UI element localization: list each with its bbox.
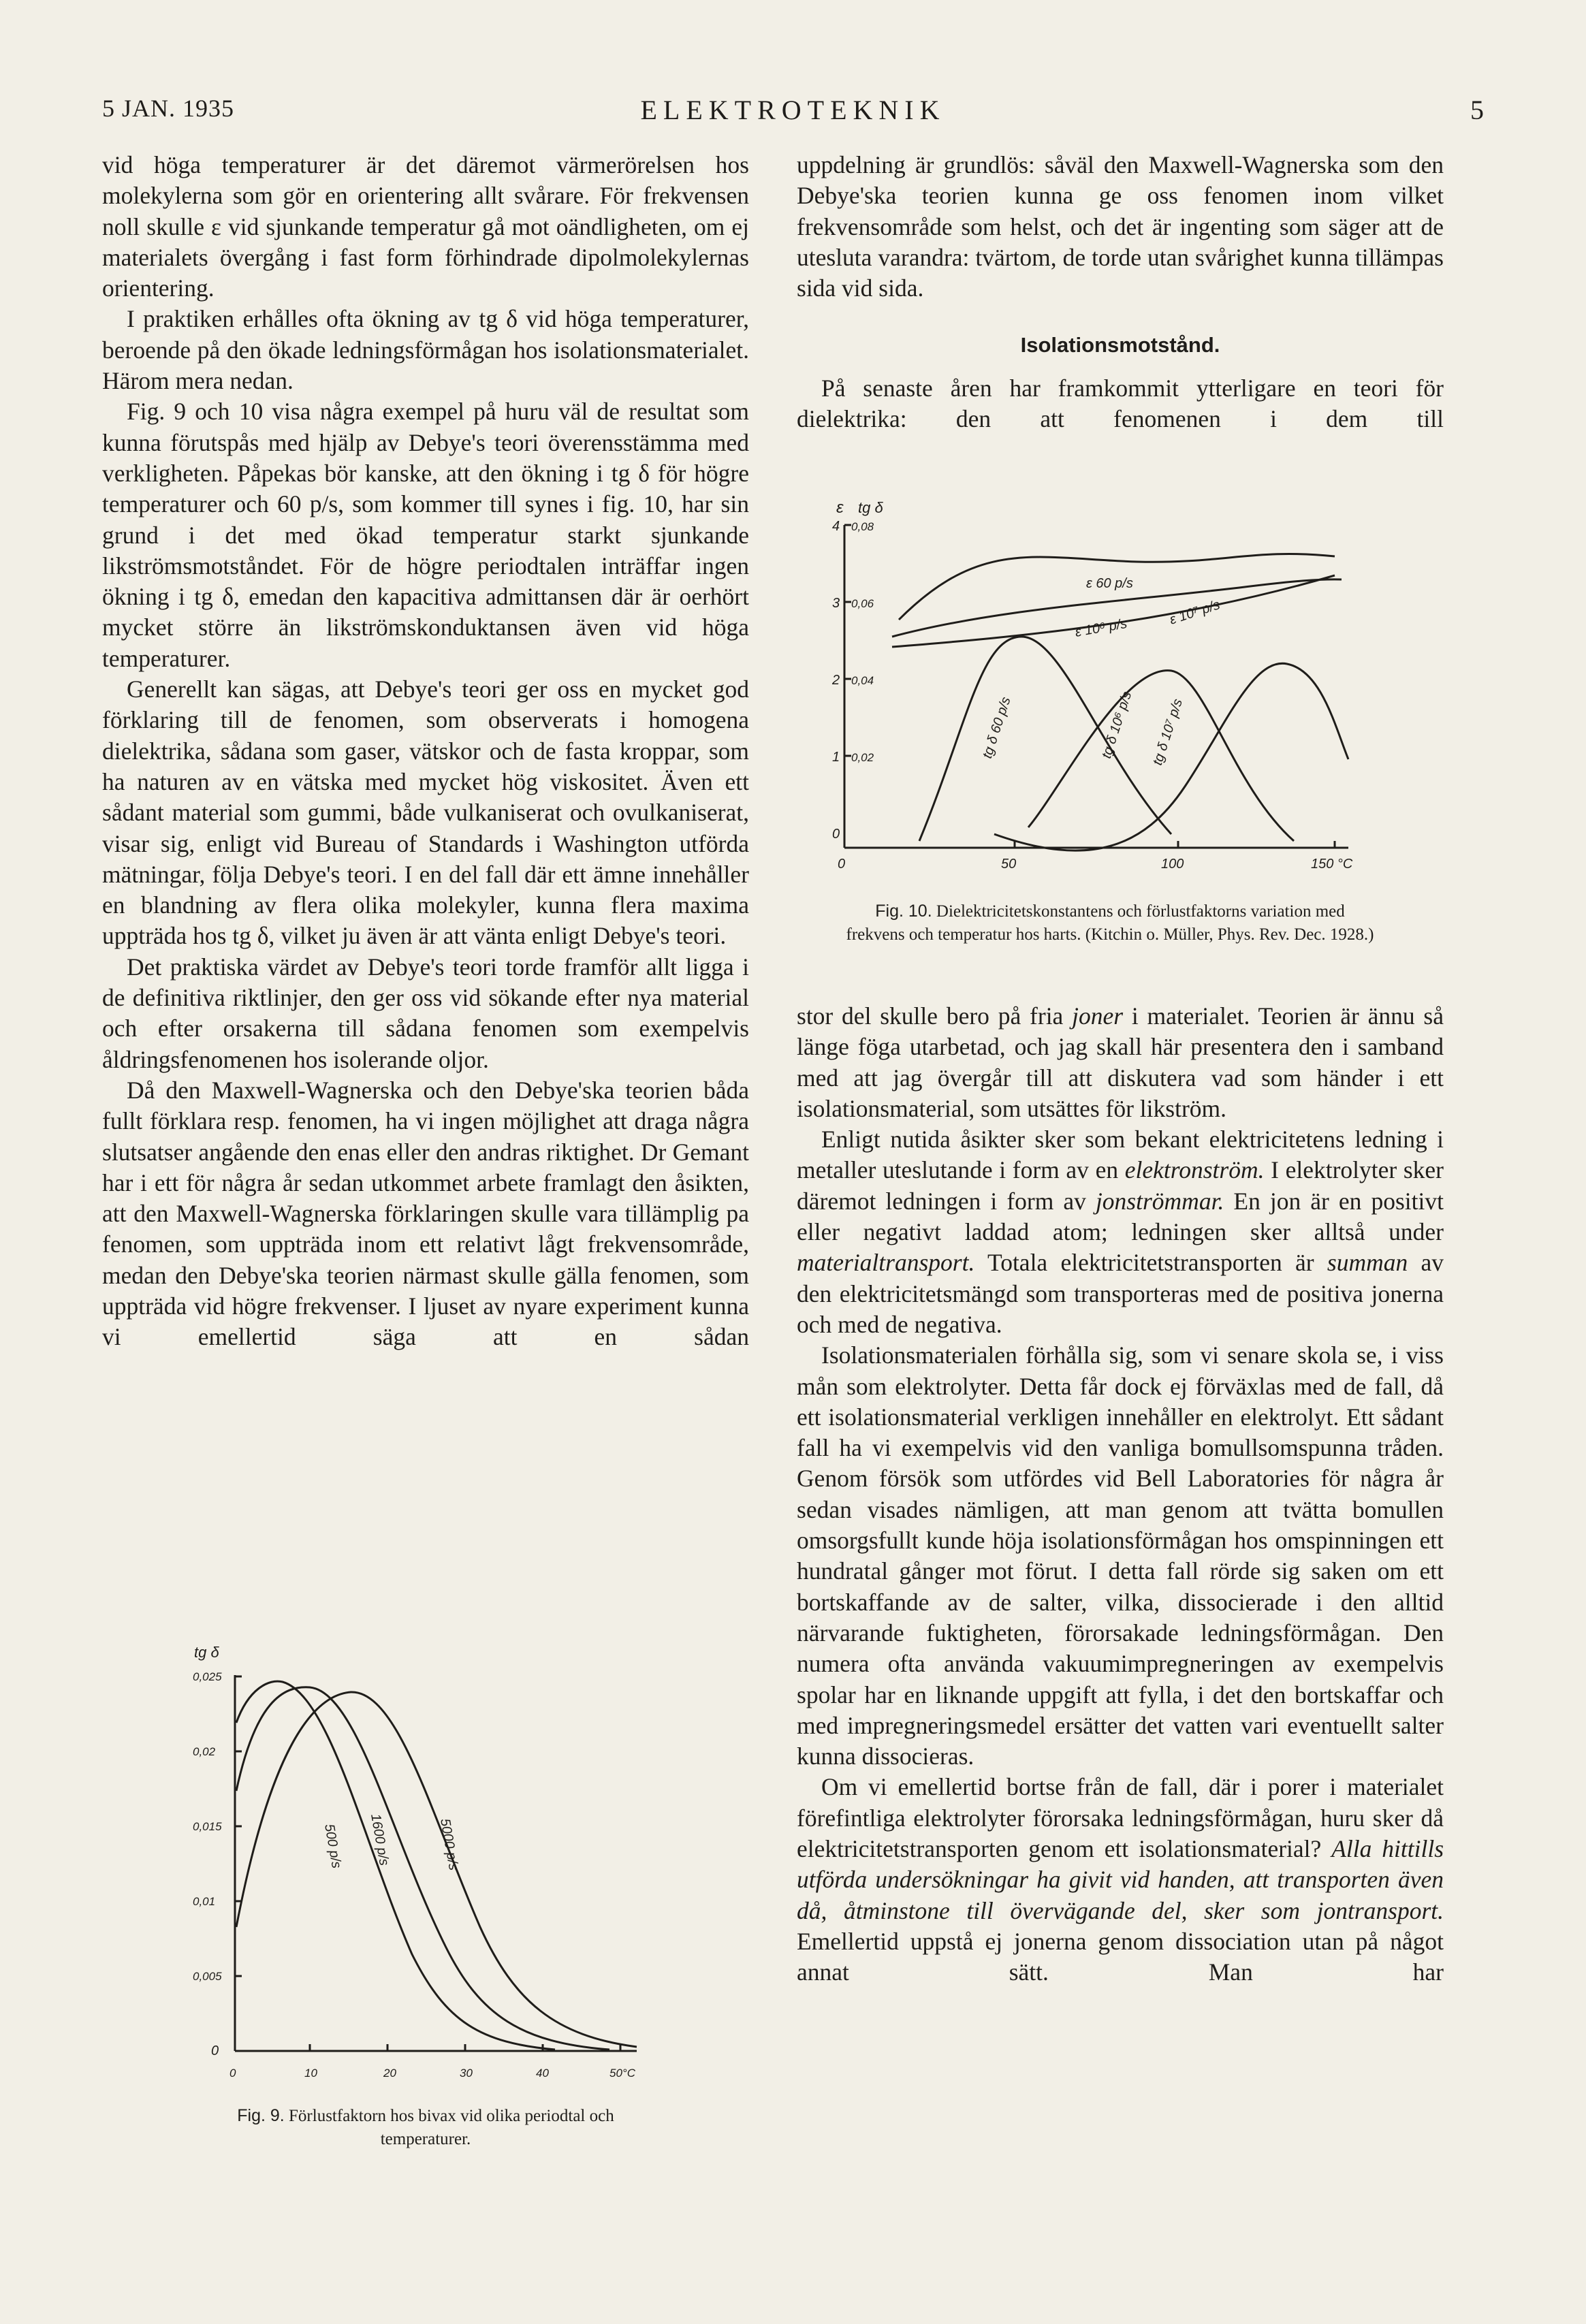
issue-date: 5 JAN. 1935	[102, 95, 235, 122]
eps-tick: 3	[832, 596, 840, 611]
figure-10-plot	[817, 500, 1430, 895]
tg-tick: 0,02	[851, 751, 874, 764]
eps-tick: 4	[832, 519, 840, 534]
curve-label: ε 10⁷ p/s	[1167, 597, 1222, 628]
y-tick: 0,01	[193, 1895, 216, 1908]
x-tick: 100	[1161, 857, 1184, 872]
tg-axis-label: tg δ	[858, 500, 883, 516]
right-column-bottom	[797, 1001, 1444, 1988]
curve-label: tg δ 10⁶ p/s	[1098, 690, 1135, 761]
x-tick: 50°C	[609, 2067, 635, 2080]
eps-tick: 2	[832, 673, 840, 688]
eps-axis-label: ε	[836, 500, 844, 517]
paragraph: På senaste åren har framkommit ytterligare en teori för dielektrika: den att fenomenen i dem till	[797, 374, 1444, 433]
x-tick: 0	[229, 2067, 236, 2080]
curve-label: 5000 p/s	[437, 1817, 462, 1872]
section-heading: Isolationsmotstånd.	[1020, 333, 1220, 357]
figure-9-caption	[201, 2104, 650, 2151]
paragraph: Om vi emellertid bortse från de fall, där i porer i materialet förefintliga elektrolyter förorsaka ledningsförmågan, huru sker då elektricitetstransporten genom ett isolationsmaterial? Alla hittills utförda undersökningar ha givit vid handen, att transporten även då, åtminstone till övervägande del, sker som jontransport. Emellertid uppstå ej jonerna genom dissociation utan på något annat sätt. Man har	[797, 1773, 1444, 1986]
eps-tick: 1	[832, 750, 840, 765]
page-number: 5	[1470, 95, 1484, 125]
figure-9	[174, 1641, 691, 2151]
curve-label: 1600 p/s	[368, 1813, 392, 1867]
curve-label: tg δ 60 p/s	[979, 695, 1014, 761]
figure-9-plot	[174, 1641, 691, 2104]
curve-500	[236, 1681, 555, 2050]
caption-text: Dielektricitetskonstantens och förlustfaktorns variation med frekvens och temperatur hos harts. (Kitchin o. Müller, Phys. Rev. Dec. 1928.)	[846, 902, 1374, 944]
figure-10	[817, 500, 1430, 946]
tg-tick: 0,04	[851, 674, 874, 687]
x-tick: 0	[838, 857, 846, 872]
paragraph: vid höga temperaturer är det däremot värmerörelsen hos molekylerna som gör en orientering allt svårare. För frekvensen noll skulle ε vid sjunkande temperatur gå mot oändligheten, om ej materialets övergång i fast form förhindrade dipolmolekylernas orientering.	[102, 151, 749, 302]
y-tick: 0,015	[193, 1820, 222, 1833]
x-tick: 40	[536, 2067, 549, 2080]
y-tick: 0,005	[193, 1970, 222, 1983]
y-tick: 0,02	[193, 1745, 216, 1758]
x-tick: 20	[383, 2067, 396, 2080]
curve-label: tg δ 10⁷ p/s	[1149, 697, 1186, 767]
y-axis-label: tg δ	[194, 1644, 219, 1661]
tg-tick: 0,06	[851, 597, 874, 610]
left-column	[102, 150, 749, 1353]
y-tick: 0,025	[193, 1670, 222, 1683]
curve-label: ε 60 p/s	[1086, 576, 1133, 591]
caption-label: Fig. 10.	[875, 902, 932, 921]
tg-60-curve	[919, 637, 1171, 841]
tg-tick: 0,08	[851, 520, 874, 533]
paragraph: uppdelning är grundlös: såväl den Maxwell-Wagnerska som den Debye'ska teorien kunna ge oss fenomen inom vilket frekvensområde som helst, och det är ingenting som säger att de utesluta varandra: tvärtom, de torde utan svårighet kunna tillämpas sida vid sida.	[797, 151, 1444, 302]
right-column-top	[797, 150, 1444, 434]
paragraph: Det praktiska värdet av Debye's teori torde framför allt ligga i de definitiva riktlinjer, den ger oss vid sökande efter nya material och efter orsakerna till sådana fenomen som exempelvis åldringsfenomenen hos isolerande oljor.	[102, 953, 749, 1073]
journal-title: ELEKTROTEKNIK	[640, 95, 946, 125]
paragraph: Generellt kan sägas, att Debye's teori ger oss en mycket god förklaring till de fenomen, som observerats i homogena dielektrika, sådana som gaser, vätskor och de fasta kroppar, som ha naturen av en vätska med mycket hög viskositet. Även ett sådant material som gummi, både vulkaniserat och ovulkaniserat, visar sig, enligt vid Bureau of Standards i Washington utförda mätningar, följa Debye's teori. I en del fall där ett ämne innehåller en blandning av flera olika molekyler, kunna flera maxima uppträda hos tg δ, vilket ju även är att vänta enligt Debye's teori.	[102, 675, 749, 950]
page-header	[102, 94, 1484, 135]
paragraph: Då den Maxwell-Wagnerska och den Debye'ska teorien båda fullt förklara resp. fenomen, ha vi ingen möjlighet att draga några slutsatser angående den enas eller den andras riktighet. Dr Gemant har i ett för några år sedan utkommet arbete framlagt den åsikten, att den Maxwell-Wagnerska förklaringen skulle vara tillämplig pa fenomen, som uppträda inom ett relativt lågt frekvensområde, medan den Debye'ska teorien närmast skulle gälla fenomen, som uppträda vid högre frekvenser. I ljuset av nyare experiment kunna vi emellertid säga att en sådan	[102, 1076, 749, 1351]
paragraph: stor del skulle bero på fria joner i materialet. Teorien är ännu så länge föga utarbetad, och jag skall här presentera den i samband med att jag övergår till att diskutera vad som händer i ett isolationsmaterial, som utsättes för likström.	[797, 1002, 1444, 1122]
caption-text: Förlustfaktorn hos bivax vid olika periodtal och temperaturer.	[289, 2107, 614, 2148]
paragraph: Enligt nutida åsikter sker som bekant elektricitetens ledning i metaller uteslutande i form av en elektronström. I elektrolyter sker däremot ledningen i form av jonströmmar. En jon är en positivt eller negativt laddad atom; ledningen sker alltså under materialtransport. Totala elektricitetstransporten är summan av den elektricitetsmängd som transporteras med de positiva jonerna och med de negativa.	[797, 1126, 1444, 1338]
x-tick: 50	[1001, 857, 1017, 872]
x-tick: 30	[460, 2067, 473, 2080]
figure-10-caption	[844, 900, 1376, 946]
caption-label: Fig. 9.	[237, 2106, 285, 2125]
tg-1e7-curve	[994, 663, 1348, 850]
x-tick: 150 °C	[1311, 857, 1353, 872]
curve-label: 500 p/s	[321, 1823, 345, 1870]
paragraph: I praktiken erhålles ofta ökning av tg δ vid höga temperaturer, beroende på den ökade ledningsförmågan hos isolationsmaterialet. Härom mera nedan.	[102, 305, 749, 395]
paragraph: Isolationsmaterialen förhålla sig, som vi senare skola se, i viss mån som elektrolyter. Detta får dock ej förväxlas med de fall, då ett isolationsmaterial verkligen innehåller en elektrolyt. Ett sådant fall ha vi exempelvis vid den vanliga bomullsomspunna tråden. Genom försök som utfördes vid Bell Laboratories för några år sedan visades nämligen, att man genom att tvätta bomullen omsorgsfullt kunde höja isolationsförmågan hos omspinningen ett hundratal gånger mot förut. I detta fall rörde sig saken om ett bortskaffande av de salter, vilka, dissocierade i den alltid närvarande fuktigheten, förorsakade ledningsförmågan. Den numera ofta använda vakuumimpregneringen av exempelvis spolar har en liknande uppgift att fylla, i det den bortskaffar och med impregneringsmedel ersätter det vatten vari eventuellt salter kunna dissocieras.	[797, 1341, 1444, 1770]
curve-label: ε 10⁶ p/s	[1074, 616, 1128, 640]
x-tick: 10	[304, 2067, 317, 2080]
eps-tick: 0	[832, 827, 840, 842]
y-tick: 0	[211, 2043, 219, 2058]
paragraph: Fig. 9 och 10 visa några exempel på huru väl de resultat som kunna förutspås med hjälp av Debye's teori överensstämma med verkligheten. Påpekas bör kanske, att den ökning i tg δ för högre temperaturer och 60 p/s, som kommer till synes i fig. 10, har sin grund i det med ökad temperatur starkt sjunkande likströmsmotståndet. För de högre periodtalen inträffar ingen ökning i tg δ, emedan den kapacitiva admittansen där är oerhört mycket större än likströmskonduktansen även vid höga temperaturer.	[102, 398, 749, 672]
